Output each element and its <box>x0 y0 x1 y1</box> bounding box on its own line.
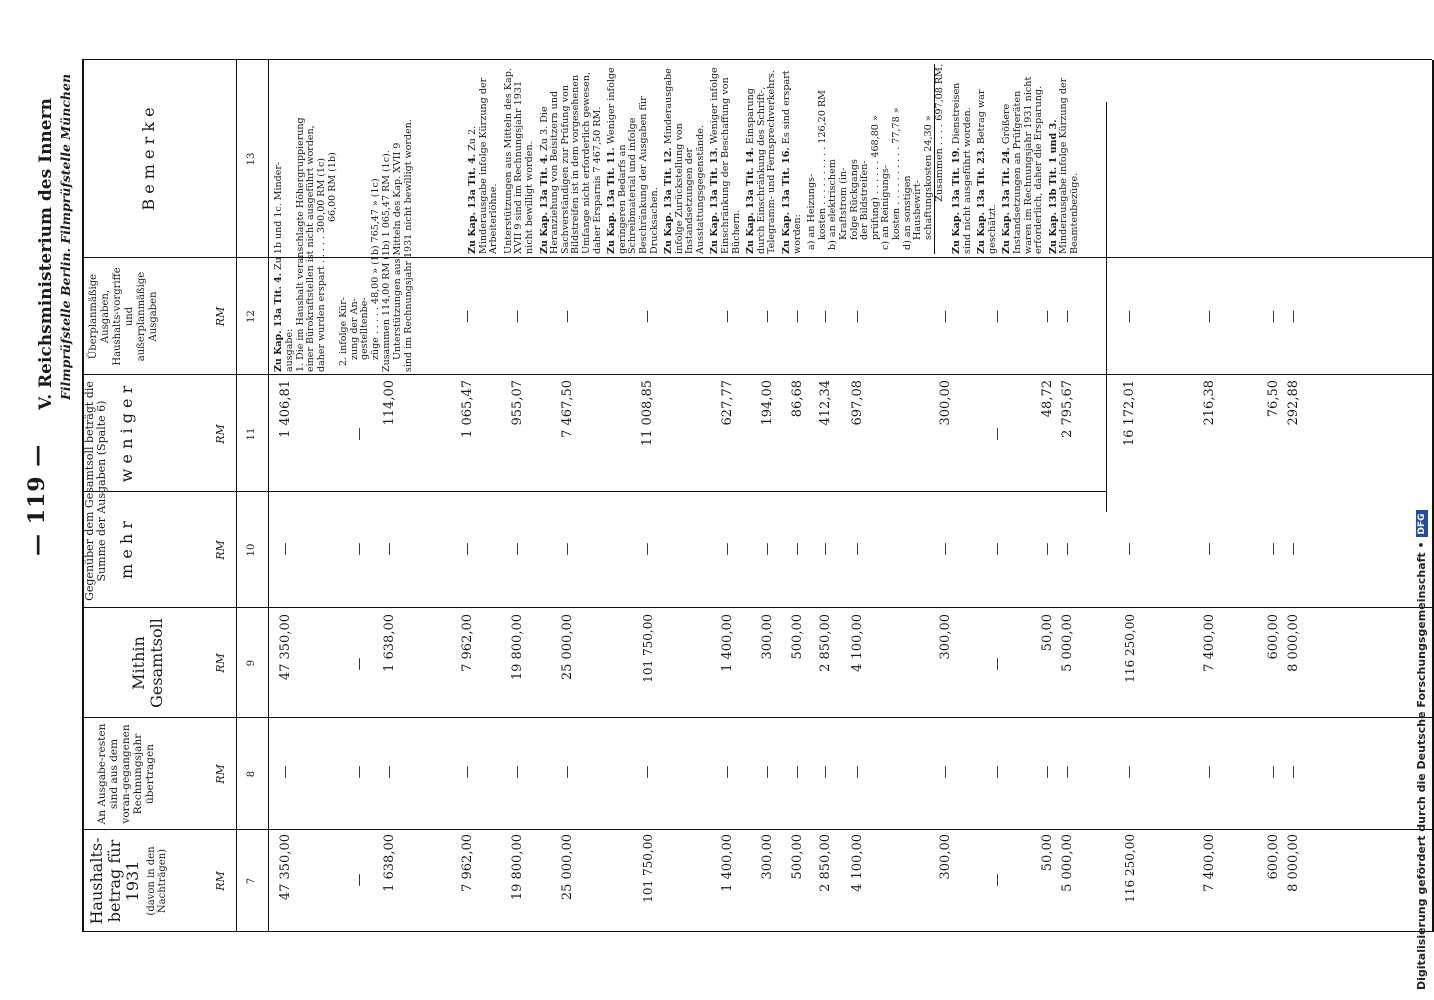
cell-c12: — <box>850 310 865 323</box>
colno-11: 11 <box>246 427 257 441</box>
unit-col-11: RM <box>214 424 227 444</box>
cell-c9: 1 638,00 <box>382 614 397 672</box>
cell-c9: 500,00 <box>790 614 805 660</box>
cell-c10: — <box>560 542 575 556</box>
cell-c9: 8 000,00 <box>1286 614 1301 672</box>
cell-c7: 8 000,00 <box>1286 834 1301 892</box>
header-col-7: Haushalts-betrag für 1931 (davon in den Nachträgen) <box>87 837 168 925</box>
cell-c9: 5 000,00 <box>1060 614 1075 672</box>
cell-c8: — <box>990 765 1005 779</box>
remark-lead: Zu Kap. 13a Tit. 11. <box>606 147 618 254</box>
cell-c12: — <box>1202 310 1217 323</box>
cell-c7: 116 250,00 <box>1123 834 1137 903</box>
remark-text: Es sind erspart worden: <box>781 70 803 254</box>
cell-c8: — <box>460 765 475 779</box>
remark-lead: Zu Kap. 13a Tit. 14. <box>745 147 757 254</box>
cell-c9: 116 250,00 <box>1123 614 1137 683</box>
cell-c8: — <box>1122 765 1137 779</box>
col-sep-8-9 <box>82 717 1432 718</box>
remark-item <box>607 64 660 254</box>
remark-item <box>504 64 536 254</box>
cell-c10: — <box>352 542 367 556</box>
cell-c12: — <box>1060 310 1075 323</box>
col-sep-end <box>82 59 1432 60</box>
col12-note: Zu Kap. 13a Tit. 4. Zu 1b und 1c. Minder- ausgabe: 1. Die im Haushalt veranschlagte Höhergruppierung einer Bürokraftstellen ist nicht ausgeführt worden, daher wurden erspart . . . . . 300,00 RM (1c) 66,00 RM (1b) 2. infolge Kür- zung der An- gestelltenbe- züge . . . . . 48,00 » (1b) 765,47 » (1c) Zusammen 114,00 RM (1b) 1 065,47 RM (1c). Unterstützungen aus Mitteln des Kap. XVII 9 sind im Rechnungsjahr 1931 nicht bewilligt worden. <box>273 117 414 372</box>
stamp-text: Digitalisierung gefördert durch die Deutsche Forschungsgemeinschaft • <box>1415 541 1428 990</box>
cell-c7: 600,00 <box>1266 834 1281 880</box>
remark-item <box>952 64 973 254</box>
cell-c11: 1 406,81 <box>278 380 293 438</box>
cell-c12: — <box>1122 310 1137 323</box>
cell-c8: — <box>818 765 833 779</box>
cell-c10: — <box>760 542 775 556</box>
cell-c9: 2 850,00 <box>818 614 833 672</box>
remark-lead: Zu Kap. 13a Tit. 24. <box>1001 147 1013 254</box>
dfg-logo: DFG <box>1416 510 1428 537</box>
remark-text: Unterstützungen aus Mitteln des Kap. XVII 9 sind im Rechnungsjahr 1931 nicht bewilligt worden. <box>502 68 535 254</box>
cell-c9: 101 750,00 <box>641 614 655 683</box>
cell-c12: — <box>760 310 775 323</box>
tit16-line: Hausbewirt- <box>912 180 924 240</box>
cell-c11: 697,08 <box>850 380 865 426</box>
cell-c12: — <box>560 310 575 323</box>
cell-c9: 25 000,00 <box>560 614 575 681</box>
cell-c9: 300,00 <box>760 614 775 660</box>
cell-c9: 1 400,00 <box>720 614 735 672</box>
tit16-line: Kraftstrom (in- <box>838 167 849 240</box>
remark-lead: Zu Kap. 13a Tit. 13. <box>709 147 721 254</box>
cell-c10: — <box>1060 542 1075 556</box>
cell-c10: — <box>640 542 655 556</box>
remark-lead: Zu Kap. 13a Tit. 16. <box>781 147 793 254</box>
cell-c7: 4 100,00 <box>850 834 865 892</box>
remark-text: Dienstreisen sind nicht ausgeführt worden. <box>950 82 973 254</box>
cell-c8: — <box>760 765 775 779</box>
cell-c9: 4 100,00 <box>850 614 865 672</box>
cell-c8: — <box>1040 765 1055 779</box>
cell-c8: — <box>1060 765 1075 779</box>
tit16-line: b) an elektrischem <box>827 159 839 250</box>
unit-col-12: RM <box>214 306 227 327</box>
header-col-11: w e n i g e r <box>117 385 136 483</box>
remark-text: Einsparung durch Einschränkung des Schrift-, Telegramm- und Fernsprechverkehrs. <box>745 70 778 254</box>
cell-c11: 412,34 <box>818 380 833 426</box>
cell-c10: — <box>382 542 397 556</box>
cell-c10: — <box>1202 542 1217 556</box>
cell-c11: 955,07 <box>510 380 525 426</box>
remark-item <box>1049 64 1081 254</box>
tit16-line: d) an sonstigen <box>901 175 913 250</box>
unit-col-10: RM <box>214 540 227 560</box>
cell-c7: 500,00 <box>790 834 805 880</box>
cell-c7: 50,00 <box>1040 834 1055 872</box>
cell-c8: — <box>1266 765 1281 779</box>
cell-c11: — <box>990 427 1005 441</box>
cell-c11: 627,77 <box>720 380 735 426</box>
cell-c7: 7 400,00 <box>1202 834 1217 892</box>
cell-c8: — <box>352 765 367 779</box>
cell-c8: — <box>850 765 865 779</box>
cell-c10: — <box>990 542 1005 556</box>
cell-c7: — <box>990 873 1005 887</box>
unit-col-7: RM <box>214 871 227 891</box>
header-col-10: m e h r <box>117 521 136 579</box>
colno-12: 12 <box>246 310 257 323</box>
cell-c8: — <box>382 765 397 779</box>
cell-c12: — <box>1266 310 1281 323</box>
tit16-line: folge Rückgangs <box>848 159 860 240</box>
cell-c7: 7 962,00 <box>460 834 475 892</box>
cell-c11: 216,38 <box>1202 380 1217 426</box>
cell-c7: 1 638,00 <box>382 834 397 892</box>
cell-c11: 16 172,01 <box>1122 380 1137 447</box>
cell-c10: — <box>1286 542 1301 556</box>
tit16-line: prüfung) . . . . . . 468,80 » <box>869 115 881 240</box>
remark-item <box>782 64 803 254</box>
col-sep-7-8 <box>82 829 1432 830</box>
cell-c8: — <box>1202 765 1217 779</box>
remark-text: Minderausgabe infolge Zurückstellung von Instandsetzungen der Ausstattungsgegenstände. <box>663 68 706 254</box>
cell-c12: — <box>720 310 735 323</box>
cell-c9: 19 800,00 <box>510 614 525 681</box>
cell-c10: — <box>1040 542 1055 556</box>
cell-c9: 7 962,00 <box>460 614 475 672</box>
cell-c10: — <box>510 542 525 556</box>
colno-9: 9 <box>246 659 257 667</box>
cell-c11: 1 065,47 <box>460 380 475 438</box>
cell-c11: 194,00 <box>760 380 775 426</box>
cell-c11: 11 008,85 <box>640 380 655 447</box>
dfg-stamp <box>1410 0 1434 1000</box>
remark-item <box>468 64 500 254</box>
header-col-8: An Ausgabe-resten sind aus dem voran-gegangenen Rechnungsjahr übertragen <box>96 723 156 825</box>
cell-c11: 76,50 <box>1266 380 1281 418</box>
tit16-line: der Bildstreifen- <box>859 160 871 240</box>
cell-c12: — <box>510 310 525 323</box>
cell-c8: — <box>1286 765 1301 779</box>
remark-text: Zu 3. Die Heranziehung von Beisitzern und Sachverständigen zur Prüfung von Bildstreifen ist in dem vorgesehenen Umfange nicht erforderlich gewesen, daher Ersparnis 7 467,50 RM. <box>538 71 603 254</box>
cell-c12: — <box>790 310 805 323</box>
cell-c7: 300,00 <box>760 834 775 880</box>
header-col-13: B e m e r k e <box>139 107 158 211</box>
cell-c7: 1 400,00 <box>720 834 735 892</box>
unit-rule <box>268 60 269 932</box>
unit-col-8: RM <box>214 764 227 784</box>
tit16-line: c) an Reinigungs- <box>880 164 892 250</box>
remark-lead: Zu Kap. 13a Tit. 12. <box>663 147 675 254</box>
cell-c12: — <box>990 310 1005 323</box>
cell-c9: 47 350,00 <box>278 614 293 681</box>
cell-c8: — <box>938 765 953 779</box>
tit16-line: Zusammen . . . . 697,08 RM. <box>934 64 946 254</box>
tit16-line: a) an Heizungs- <box>806 173 818 250</box>
cell-c7: 101 750,00 <box>641 834 655 903</box>
cell-c7: 25 000,00 <box>560 834 575 901</box>
remark-lead: Zu Kap. 13a Tit. 4. <box>467 153 478 254</box>
cell-c7: 2 850,00 <box>818 834 833 892</box>
ministry-title: V. Reichsministerium des Innern <box>36 98 56 410</box>
remark-text: Größere Instandsetzungen an Prüfgeräten waren im Rechnungsjahr 1931 nicht erforderlich, daher die Ersparung. <box>1001 76 1045 254</box>
cell-c7: 47 350,00 <box>278 834 293 901</box>
tit16-line: schaftungskosten 24,30 » <box>922 115 934 240</box>
remarks-column <box>468 64 1084 254</box>
cell-c11: 292,88 <box>1286 380 1301 426</box>
remark-text: Zu 2. Minderausgabe infolge Kürzung der Arbeiterlöhne. <box>467 77 500 254</box>
remark-item <box>664 64 706 254</box>
header-col-12: Überplanmäßige Ausgaben, Haushalts-vorgriffe und außerplanmäßige Ausgaben <box>88 267 159 366</box>
cell-c7: 19 800,00 <box>510 834 525 901</box>
cell-c9: — <box>352 657 367 671</box>
page-number: — 119 — <box>24 443 50 556</box>
cell-c9: — <box>990 657 1005 671</box>
col-sep-10-11 <box>82 491 1106 492</box>
cell-c7: 5 000,00 <box>1060 834 1075 892</box>
cell-c8: — <box>278 765 293 779</box>
header-col-group-10-11: Gegenüber dem Gesamtsoll beträgt die Summe der Ausgaben (Spalte 6) <box>83 381 108 601</box>
cell-c8: — <box>510 765 525 779</box>
cell-c10: — <box>1266 542 1281 556</box>
cell-c11: 300,00 <box>938 380 953 426</box>
cell-c8: — <box>640 765 655 779</box>
remark-text: Minderausgabe infolge Kürzung der Beamtenbezüge. <box>1058 77 1080 254</box>
cell-c9: 7 400,00 <box>1202 614 1217 672</box>
tit16-line: kosten . . . . . . . . . . 77,78 » <box>890 107 902 240</box>
colno-7: 7 <box>246 877 257 885</box>
cell-c11: 7 467,50 <box>560 380 575 438</box>
cell-c11: 86,68 <box>790 380 805 418</box>
cell-c10: — <box>818 542 833 556</box>
cell-c10: — <box>720 542 735 556</box>
remark-lead: Zu Kap. 13a Tit. 4. <box>538 153 550 254</box>
remark-lead: Zu Kap. 13a Tit. 23. <box>976 147 988 254</box>
cell-c9: 300,00 <box>938 614 953 660</box>
cell-c12: — <box>1286 310 1301 323</box>
tit16-breakdown <box>807 64 946 254</box>
remark-lead: Zu Kap. 13b Tit. 1 und 3. <box>1047 119 1059 254</box>
col-sep-0 <box>82 931 1432 932</box>
remark-item <box>1002 64 1044 254</box>
remark-item <box>977 64 998 254</box>
cell-c12: — <box>460 310 475 323</box>
header-col-9: Mithin Gesamtsoll <box>129 618 166 708</box>
cell-c10: — <box>1122 542 1137 556</box>
cell-c7: — <box>352 873 367 887</box>
remark-text: Betrag war geschätzt. <box>976 89 998 254</box>
cell-c11: 114,00 <box>382 380 397 426</box>
tit16-line: kosten . . . . . . . . . . 126,20 RM <box>816 90 828 240</box>
office-title: Filmprüfstelle Berlin. Filmprüfstelle München <box>58 73 73 400</box>
cell-c12: — <box>818 310 833 323</box>
col-sep-11-12 <box>82 374 1432 375</box>
cell-c10: — <box>850 542 865 556</box>
cell-c12: — <box>1040 310 1055 323</box>
remark-lead: Zu Kap. 13a Tit. 19. <box>950 147 962 254</box>
cell-c9: 600,00 <box>1266 614 1281 660</box>
cell-c10: — <box>938 542 953 556</box>
cell-c11: 2 795,67 <box>1060 380 1075 438</box>
colno-8: 8 <box>246 770 257 778</box>
remark-text: Weniger infolge Einschränkung der Beschaffung von Büchern. <box>709 67 742 254</box>
cell-c8: — <box>560 765 575 779</box>
col-sep-9-10 <box>82 607 1432 608</box>
remark-item <box>710 64 742 254</box>
cell-c10: — <box>278 542 293 556</box>
cell-c9: 50,00 <box>1040 614 1055 652</box>
colno-13: 13 <box>246 152 257 166</box>
remark-text: Weniger infolge geringeren Bedarfs an Schreibmaterial und infolge Beschränkung der Ausgaben für Drucksachen. <box>606 67 660 254</box>
cell-c10: — <box>790 542 805 556</box>
group-header-rule <box>1106 102 1107 512</box>
cell-c11: 48,72 <box>1040 380 1055 418</box>
cell-c12: — <box>938 310 953 323</box>
cell-c8: — <box>720 765 735 779</box>
cell-c7: 300,00 <box>938 834 953 880</box>
cell-c12: — <box>640 310 655 323</box>
header-bottom-rule <box>236 60 237 932</box>
cell-c8: — <box>790 765 805 779</box>
cell-c11: — <box>352 427 367 441</box>
remark-item <box>540 64 604 254</box>
remark-item <box>746 64 778 254</box>
colno-10: 10 <box>246 543 257 557</box>
unit-col-9: RM <box>214 653 227 673</box>
cell-c10: — <box>460 542 475 556</box>
